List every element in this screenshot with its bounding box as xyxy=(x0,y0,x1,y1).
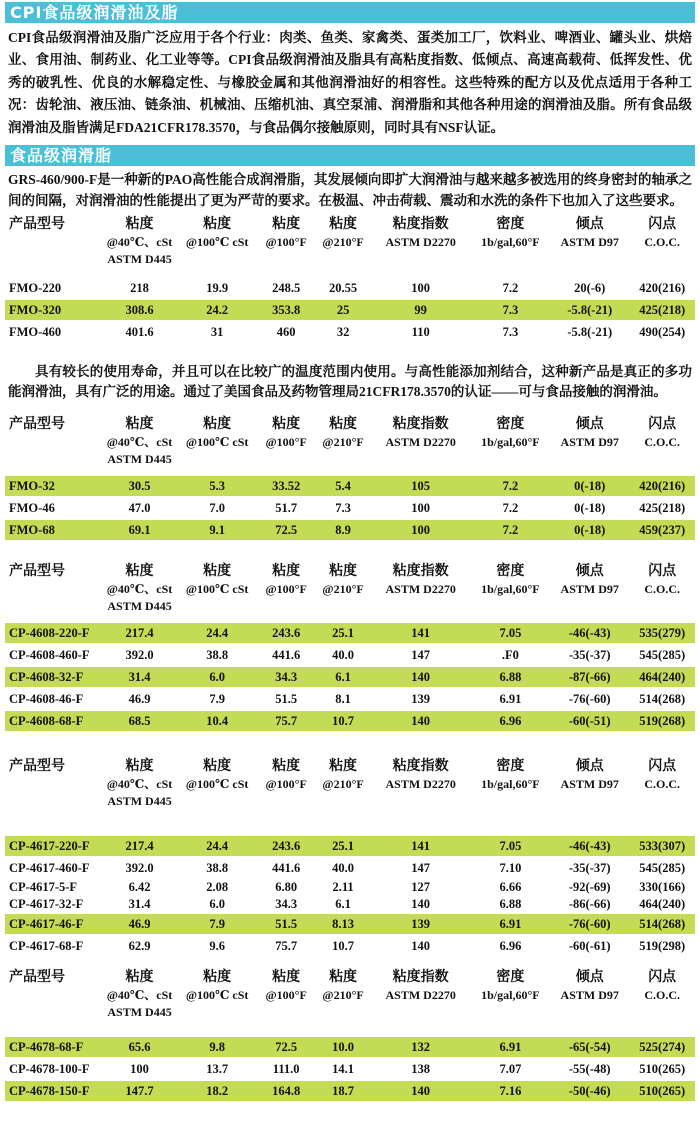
cell-value: -35(-37) xyxy=(568,648,611,663)
cell-value: 420(216) xyxy=(639,281,686,296)
cell-value: 138 xyxy=(411,1062,431,1077)
cell-value: 111.0 xyxy=(272,1062,300,1077)
spec-table xyxy=(5,757,695,958)
table-row xyxy=(5,1080,695,1102)
table-row xyxy=(5,857,695,879)
cell-value: 9.6 xyxy=(209,939,225,954)
spec-table xyxy=(5,562,695,733)
cell-value: -60(-51) xyxy=(550,710,629,732)
cell-value: 425(218) xyxy=(629,299,695,321)
col-header-product: 产品型号 xyxy=(9,417,65,433)
table-row xyxy=(5,278,695,299)
col-header: 粘度 @100℃ cSt xyxy=(185,759,249,792)
cell-product-model: FMO-46 xyxy=(9,501,55,516)
col-header: 倾点 ASTM D97 xyxy=(560,970,619,1003)
col-header: 粘度 @40℃、cSt ASTM D445 xyxy=(106,417,173,467)
cell-value: 248.5 xyxy=(272,281,301,296)
table-row xyxy=(5,879,695,896)
col-header: 粘度 @210°F xyxy=(322,970,364,1003)
spec-table-cp4617 xyxy=(5,757,695,958)
col-header: 粘度 @100℃ cSt xyxy=(185,564,249,597)
cell-value: 24.4 xyxy=(177,623,256,644)
cell-value: 100 xyxy=(130,1062,149,1077)
cell-value: 147.7 xyxy=(102,1080,178,1102)
cell-value: 33.52 xyxy=(257,476,316,497)
cell-value: 7.0 xyxy=(209,501,225,516)
col-header: 倾点 ASTM D97 xyxy=(560,759,619,792)
cell-value: 510(265) xyxy=(639,1062,686,1077)
spec-table-fmo-heavy xyxy=(5,215,695,344)
cell-value: 25.1 xyxy=(315,623,370,644)
cell-value: 46.9 xyxy=(128,692,151,707)
cell-value: 10.4 xyxy=(177,710,256,732)
cell-value: 100 xyxy=(371,519,471,541)
cell-value: 218 xyxy=(130,281,149,296)
table-row xyxy=(5,836,695,857)
cell-product-model: FMO-32 xyxy=(5,476,102,497)
cell-value: 392.0 xyxy=(125,648,154,663)
cell-value: 0(-18) xyxy=(574,501,606,516)
cell-value: 164.8 xyxy=(257,1080,316,1102)
cell-value: 25 xyxy=(315,299,370,321)
col-header-product: 产品型号 xyxy=(9,759,65,775)
col-header: 粘度 @40℃、cSt ASTM D445 xyxy=(106,217,173,267)
cell-value: 40.0 xyxy=(332,861,354,876)
col-header: 密度 1b/gal,60°F xyxy=(481,970,540,1003)
cell-value: 6.80 xyxy=(275,880,298,895)
col-header: 粘度 @100℃ cSt xyxy=(185,970,249,1003)
cell-product-model: CP-4617-32-F xyxy=(9,897,84,912)
cell-value: -60(-61) xyxy=(568,939,611,954)
cell-value: 140 xyxy=(371,710,471,732)
cell-value: 18.2 xyxy=(177,1080,256,1102)
col-header: 粘度 @100℃ cSt xyxy=(185,417,249,450)
table-header-row xyxy=(5,562,695,615)
cell-value: 243.6 xyxy=(257,836,316,857)
cell-value: 72.5 xyxy=(257,1037,316,1058)
cell-value: 32 xyxy=(336,325,350,340)
col-header: 粘度 @100℃ cSt xyxy=(185,217,249,250)
col-header: 密度 1b/gal,60°F xyxy=(481,217,540,250)
table-row xyxy=(5,666,695,688)
cell-value: 139 xyxy=(371,913,471,935)
col-header: 粘度 @100°F xyxy=(265,970,307,1003)
cell-product-model: FMO-220 xyxy=(9,281,62,296)
cell-value: 51.5 xyxy=(257,913,316,935)
cell-value: 545(285) xyxy=(639,648,686,663)
cell-value: 6.66 xyxy=(499,880,522,895)
col-header: 粘度 @40℃、cSt ASTM D445 xyxy=(106,759,173,809)
cell-value: 24.4 xyxy=(177,836,256,857)
col-header-product: 产品型号 xyxy=(9,970,65,986)
cell-value: 6.1 xyxy=(315,666,370,688)
cell-value: 7.2 xyxy=(471,519,550,541)
cell-product-model: CP-4678-150-F xyxy=(5,1080,102,1102)
table-row xyxy=(5,497,695,519)
table-row xyxy=(5,476,695,497)
cell-value: 9.8 xyxy=(177,1037,256,1058)
cell-value: 0(-18) xyxy=(550,476,629,497)
table-header-row xyxy=(5,968,695,1021)
cell-value: 100 xyxy=(411,501,431,516)
cell-value: 330(166) xyxy=(639,880,686,895)
cell-value: 2.11 xyxy=(332,880,354,895)
col-header: 粘度 @210°F xyxy=(322,759,364,792)
cell-value: 217.4 xyxy=(102,836,178,857)
cell-value: 459(237) xyxy=(629,519,695,541)
col-header: 闪点 C.O.C. xyxy=(644,217,681,250)
fmo-paragraph: 具有较长的使用寿命，并且可以在比较广的温度范围内使用。与高性能添加剂结合，这种新产品是真正的多功能润滑油，具有广泛的用途。通过了美国食品及药物管理局21CFR178.3570的认证——可与食品接触的润滑油。 xyxy=(8,364,692,399)
cell-product-model: CP-4617-220-F xyxy=(5,836,102,857)
col-header: 粘度 @40℃、cSt ASTM D445 xyxy=(106,970,173,1020)
table-row xyxy=(5,1037,695,1058)
cell-value: 140 xyxy=(371,666,471,688)
cell-value: -5.8(-21) xyxy=(567,325,613,340)
cell-product-model: CP-4678-68-F xyxy=(5,1037,102,1058)
intro-paragraph: CPI食品级润滑油及脂广泛应用于各个行业：肉类、鱼类、家禽类、蛋类加工厂，饮料业、啤酒业、罐头业、烘焙业、食用油、制药业、化工业等等。CPI食品级润滑油及脂具有高粘度指数、低倾点、高速高载荷、低挥发性、优秀的破乳性、优良的水解稳定性、与橡胶金属和其他润滑油好的相容性。这些特殊的配方以及优点适用于各种工况：齿轮油、液压油、链条油、机械油、压缩机油、真空泵浦、润滑脂和其他各种用途的润滑油及脂。所有食品级润滑油及脂皆满足FDA21CFR178.3570，与食品偶尔接触原则，同时具有NSF认证。 xyxy=(8,30,692,135)
cell-value: 7.07 xyxy=(499,1062,522,1077)
table-header-row xyxy=(5,415,695,468)
cell-product-model: CP-4608-460-F xyxy=(9,648,90,663)
cell-value: 9.1 xyxy=(177,519,256,541)
cell-value: 2.08 xyxy=(206,880,229,895)
cell-value: 6.91 xyxy=(471,913,550,935)
table-header-row xyxy=(5,215,695,268)
cell-value: 62.9 xyxy=(128,939,151,954)
cell-value: 5.3 xyxy=(177,476,256,497)
cell-value: 31 xyxy=(210,325,224,340)
cell-value: 7.05 xyxy=(471,623,550,644)
cell-value: 10.7 xyxy=(332,939,354,954)
grease-paragraph: GRS-460/900-F是一种新的PAO高性能合成润滑脂，其发展倾向即扩大润滑油与越来越多被选用的终身密封的轴承之间的间隔，对润滑油的性能提出了更为严苛的要求。在极温、冲击荷载、震动和水洗的条件下也加入了这些要求。 xyxy=(8,172,692,208)
spec-table xyxy=(5,968,695,1103)
cell-value: 127 xyxy=(411,880,431,895)
col-header: 倾点 ASTM D97 xyxy=(560,417,619,450)
cell-value: -5.8(-21) xyxy=(550,299,629,321)
cell-value: 7.9 xyxy=(177,913,256,935)
cell-value: 34.3 xyxy=(275,897,298,912)
cell-value: 20(-6) xyxy=(574,281,606,296)
col-header: 粘度指数 ASTM D2270 xyxy=(385,417,456,450)
cell-value: 31.4 xyxy=(102,666,178,688)
cell-value: 6.0 xyxy=(177,666,256,688)
cell-value: 217.4 xyxy=(102,623,178,644)
col-header: 倾点 ASTM D97 xyxy=(560,564,619,597)
cell-value: 510(265) xyxy=(629,1080,695,1102)
cell-value: 8.1 xyxy=(335,692,351,707)
cell-value: 519(298) xyxy=(639,939,686,954)
cell-value: 0(-18) xyxy=(550,519,629,541)
cell-value: 10.7 xyxy=(315,710,370,732)
cell-value: 147 xyxy=(411,861,431,876)
cell-product-model: CP-4608-46-F xyxy=(9,692,84,707)
cell-product-model: FMO-68 xyxy=(5,519,102,541)
table-row xyxy=(5,644,695,666)
col-header: 粘度 @210°F xyxy=(322,564,364,597)
cell-value: 31.4 xyxy=(128,897,151,912)
cell-value: -50(-46) xyxy=(550,1080,629,1102)
cell-value: 441.6 xyxy=(272,648,301,663)
cell-value: 20.55 xyxy=(329,281,358,296)
cell-product-model: CP-4608-220-F xyxy=(5,623,102,644)
cell-value: 141 xyxy=(371,836,471,857)
cell-value: 6.96 xyxy=(471,710,550,732)
cell-value: 308.6 xyxy=(102,299,178,321)
cell-product-model: CP-4617-46-F xyxy=(5,913,102,935)
cell-value: 6.88 xyxy=(471,666,550,688)
header-gap xyxy=(5,810,695,836)
cell-value: 19.9 xyxy=(206,281,229,296)
col-header: 粘度 @210°F xyxy=(322,417,364,450)
cell-value: 7.2 xyxy=(502,281,519,296)
cell-value: 140 xyxy=(411,939,431,954)
col-header: 密度 1b/gal,60°F xyxy=(481,759,540,792)
col-header: 粘度 @100°F xyxy=(265,217,307,250)
section-title-main: CPI食品级润滑油及脂 xyxy=(5,2,695,23)
table-row xyxy=(5,688,695,710)
cell-value: 40.0 xyxy=(332,648,354,663)
cell-value: 460 xyxy=(276,325,296,340)
cell-value: 464(240) xyxy=(629,666,695,688)
cell-value: 105 xyxy=(371,476,471,497)
col-header: 闪点 C.O.C. xyxy=(644,759,681,792)
cell-product-model: FMO-460 xyxy=(9,325,62,340)
cell-value: 34.3 xyxy=(257,666,316,688)
cell-value: 10.0 xyxy=(315,1037,370,1058)
col-header: 密度 1b/gal,60°F xyxy=(481,564,540,597)
header-gap xyxy=(5,268,695,278)
table-header-row xyxy=(5,757,695,810)
cell-value: 392.0 xyxy=(125,861,154,876)
cell-value: 243.6 xyxy=(257,623,316,644)
cell-product-model: CP-4678-100-F xyxy=(9,1062,90,1077)
spec-table xyxy=(5,415,695,542)
table-row xyxy=(5,935,695,957)
cell-value: 490(254) xyxy=(639,325,686,340)
cell-value: 6.96 xyxy=(499,939,522,954)
col-header: 密度 1b/gal,60°F xyxy=(481,417,540,450)
cell-value: -65(-54) xyxy=(550,1037,629,1058)
cell-product-model: CP-4608-68-F xyxy=(5,710,102,732)
cell-value: 7.16 xyxy=(471,1080,550,1102)
table-row xyxy=(5,896,695,913)
table-row xyxy=(5,623,695,644)
cell-value: -87(-66) xyxy=(550,666,629,688)
cell-value: 30.5 xyxy=(102,476,178,497)
cell-value: 38.8 xyxy=(206,861,229,876)
cell-value: 8.9 xyxy=(315,519,370,541)
cell-value: 514(268) xyxy=(639,692,686,707)
cell-value: 6.1 xyxy=(335,897,351,912)
cell-product-model: CP-4608-32-F xyxy=(5,666,102,688)
col-header: 粘度指数 ASTM D2270 xyxy=(385,970,456,1003)
cell-value: 353.8 xyxy=(257,299,316,321)
col-header: 粘度指数 ASTM D2270 xyxy=(385,759,456,792)
spec-table-cp4608 xyxy=(5,562,695,733)
col-header-product: 产品型号 xyxy=(9,217,65,233)
col-header: 粘度 @210°F xyxy=(322,217,364,250)
cell-value: .F0 xyxy=(501,648,519,663)
cell-value: 7.9 xyxy=(209,692,225,707)
cell-value: -35(-37) xyxy=(568,861,611,876)
cell-value: 7.2 xyxy=(502,501,519,516)
cell-value: 13.7 xyxy=(206,1062,229,1077)
cell-value: 7.2 xyxy=(471,476,550,497)
cell-value: 139 xyxy=(411,692,431,707)
cell-value: 110 xyxy=(411,325,430,340)
cell-value: 46.9 xyxy=(102,913,178,935)
cell-value: 75.7 xyxy=(257,710,316,732)
cell-value: -86(-66) xyxy=(568,897,611,912)
table-row xyxy=(5,1058,695,1080)
cell-value: 140 xyxy=(371,1080,471,1102)
col-header: 闪点 C.O.C. xyxy=(644,417,681,450)
cell-value: 69.1 xyxy=(102,519,178,541)
cell-value: 545(285) xyxy=(639,861,686,876)
col-header: 粘度指数 ASTM D2270 xyxy=(385,217,456,250)
cell-value: -76(-60) xyxy=(550,913,629,935)
cell-value: -76(-60) xyxy=(568,692,611,707)
cell-value: 100 xyxy=(411,281,431,296)
cell-value: 47.0 xyxy=(128,501,151,516)
cell-value: 132 xyxy=(371,1037,471,1058)
cell-value: 18.7 xyxy=(315,1080,370,1102)
cell-value: 51.5 xyxy=(275,692,298,707)
table-row xyxy=(5,913,695,935)
cell-value: 514(268) xyxy=(629,913,695,935)
cell-value: 68.5 xyxy=(102,710,178,732)
cell-value: 147 xyxy=(411,648,431,663)
col-header: 粘度指数 ASTM D2270 xyxy=(385,564,456,597)
cell-value: 38.8 xyxy=(206,648,229,663)
cell-value: 140 xyxy=(411,897,431,912)
cell-value: 6.0 xyxy=(209,897,225,912)
cell-value: 425(218) xyxy=(639,501,686,516)
spec-table-fmo-light xyxy=(5,415,695,542)
cell-value: 6.91 xyxy=(499,692,522,707)
col-header: 闪点 C.O.C. xyxy=(644,970,681,1003)
cell-value: 7.3 xyxy=(471,299,550,321)
cell-value: 535(279) xyxy=(629,623,695,644)
cell-value: 7.3 xyxy=(502,325,519,340)
section-title-grease: 食品级润滑脂 xyxy=(5,145,695,166)
cell-value: 6.91 xyxy=(471,1037,550,1058)
cell-value: -92(-69) xyxy=(568,880,611,895)
cell-value: -46(-43) xyxy=(550,836,629,857)
cell-value: 99 xyxy=(371,299,471,321)
table-row xyxy=(5,519,695,541)
cell-value: 51.7 xyxy=(275,501,298,516)
col-header: 粘度 @100°F xyxy=(265,759,307,792)
spec-table-cp4678 xyxy=(5,968,695,1103)
cell-product-model: FMO-320 xyxy=(5,299,102,321)
cell-value: 525(274) xyxy=(629,1037,695,1058)
cell-value: 14.1 xyxy=(332,1062,354,1077)
cell-product-model: CP-4617-460-F xyxy=(9,861,90,876)
col-header: 倾点 ASTM D97 xyxy=(560,217,619,250)
cell-value: -46(-43) xyxy=(550,623,629,644)
cell-product-model: CP-4617-5-F xyxy=(9,880,78,895)
col-header: 粘度 @100°F xyxy=(265,417,307,450)
header-gap xyxy=(5,468,695,476)
cell-value: -55(-48) xyxy=(568,1062,611,1077)
table-row xyxy=(5,299,695,321)
col-header-product: 产品型号 xyxy=(9,564,65,580)
cell-value: 420(216) xyxy=(629,476,695,497)
cell-value: 5.4 xyxy=(315,476,370,497)
cell-value: 75.7 xyxy=(275,939,298,954)
col-header: 闪点 C.O.C. xyxy=(644,564,681,597)
cell-value: 401.6 xyxy=(125,325,154,340)
cell-value: 441.6 xyxy=(272,861,301,876)
cell-value: 7.3 xyxy=(335,501,351,516)
cell-value: 141 xyxy=(371,623,471,644)
cell-value: 6.42 xyxy=(128,880,151,895)
cell-product-model: CP-4617-68-F xyxy=(9,939,84,954)
cell-value: 72.5 xyxy=(257,519,316,541)
cell-value: 7.10 xyxy=(499,861,522,876)
header-gap xyxy=(5,615,695,623)
cell-value: 7.05 xyxy=(471,836,550,857)
col-header: 粘度 @100°F xyxy=(265,564,307,597)
table-row xyxy=(5,710,695,732)
spec-table xyxy=(5,215,695,344)
cell-value: 25.1 xyxy=(315,836,370,857)
cell-value: 519(268) xyxy=(629,710,695,732)
cell-value: 533(307) xyxy=(629,836,695,857)
cell-value: 6.88 xyxy=(499,897,522,912)
cell-value: 65.6 xyxy=(102,1037,178,1058)
cell-value: 8.13 xyxy=(315,913,370,935)
col-header: 粘度 @40℃、cSt ASTM D445 xyxy=(106,564,173,614)
cell-value: 464(240) xyxy=(639,897,686,912)
header-gap xyxy=(5,1021,695,1037)
table-row xyxy=(5,321,695,343)
cell-value: 24.2 xyxy=(177,299,256,321)
